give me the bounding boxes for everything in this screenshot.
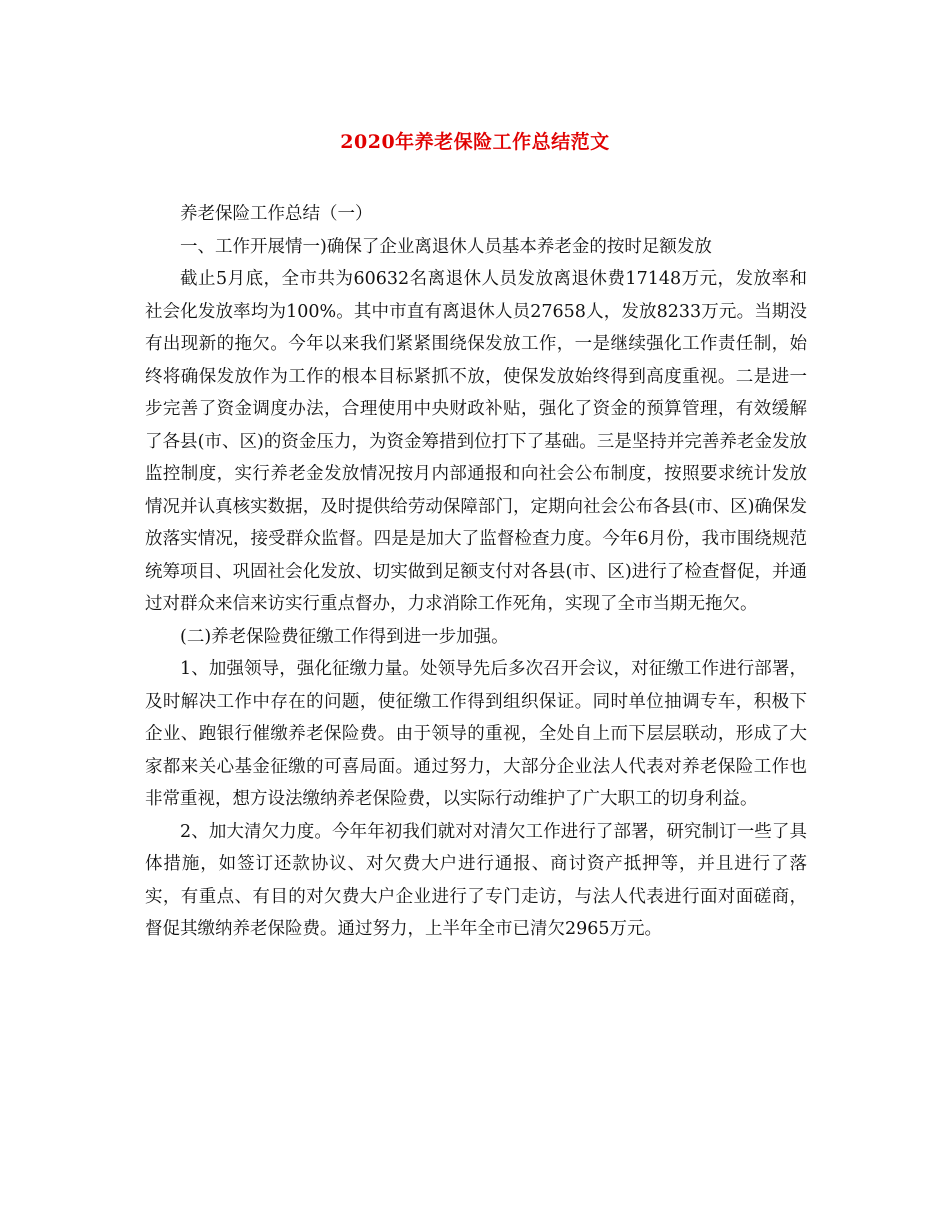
body-paragraph: 1、加强领导，强化征缴力量。处领导先后多次召开会议，对征缴工作进行部署，及时解决工作中存在的问题，使征缴工作得到组织保证。同时单位抽调专车，积极下企业、跑银行催缴养老保险费。由于领导的重视，全处自上而下层层联动，形成了大家都来关心基金征缴的可喜局面。通过努力，大部分企业法人代表对养老保险工作也非常重视，想方设法缴纳养老保险费，以实际行动维护了广大职工的切身利益。 — [145, 659, 807, 809]
subsection-heading: (二)养老保险费征缴工作得到进一步加强。 — [180, 626, 509, 647]
subsection-heading: 一、工作开展情一)确保了企业离退休人员基本养老金的按时足额发放 — [180, 236, 712, 257]
body-paragraph: 2、加大清欠力度。今年年初我们就对对清欠工作进行了部署，研究制订一些了具体措施，如签订还款协议、对欠费大户进行通报、商讨资产抵押等，并且进行了落实，有重点、有目的对欠费大户企业进行了专门走访，与法人代表进行面对面磋商，督促其缴纳养老保险费。通过努力，上半年全市已清欠2965万元。 — [145, 821, 807, 939]
body-paragraph: 截止5月底，全市共为60632名离退休人员发放离退休费17148万元，发放率和社会化发放率均为100%。其中市直有离退休人员27658人，发放8233万元。当期没有出现新的拖欠。今年以来我们紧紧围绕保发放工作，一是继续强化工作责任制，始终将确保发放作为工作的根本目标紧抓不放，使保发放始终得到高度重视。二是进一步完善了资金调度办法，合理使用中央财政补贴，强化了资金的预算管理，有效缓解了各县(市、区)的资金压力，为资金筹措到位打下了基础。三是坚持并完善养老金发放监控制度，实行养老金发放情况按月内部通报和向社会公布制度，按照要求统计发放情况并认真核实数据，及时提供给劳动保障部门，定期向社会公布各县(市、区)确保发放落实情况，接受群众监督。四是是加大了监督检查力度。今年6月份，我市围绕规范统筹项目、巩固社会化发放、切实做到足额支付对各县(市、区)进行了检查督促，并通过对群众来信来访实行重点督办，力求消除工作死角，实现了全市当期无拖欠。 — [145, 269, 807, 614]
document-title: 2020年养老保险工作总结范文 — [340, 131, 610, 153]
document-body — [145, 198, 807, 946]
section-heading: 养老保险工作总结（一） — [180, 204, 373, 224]
